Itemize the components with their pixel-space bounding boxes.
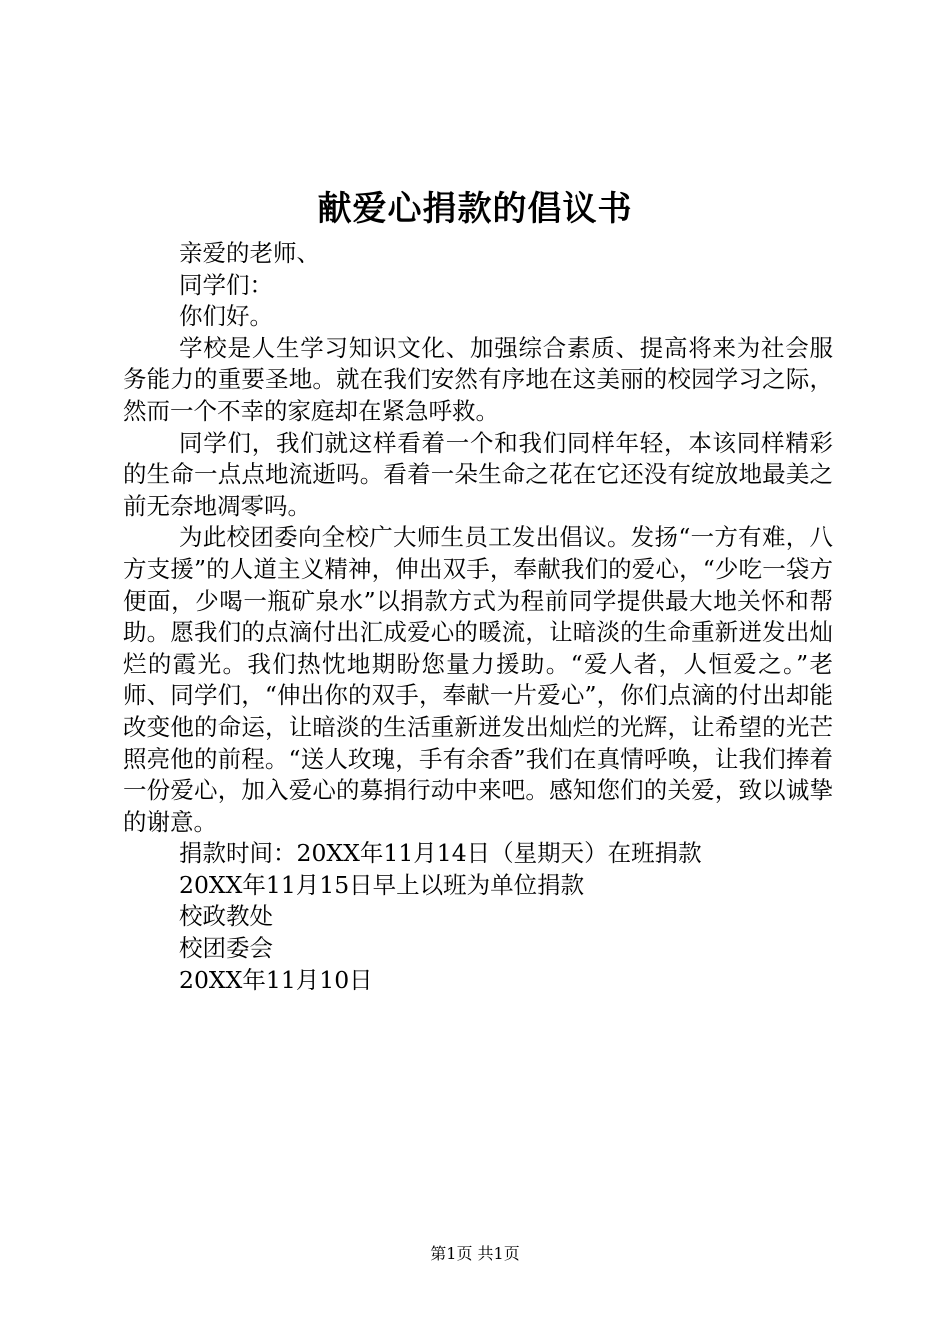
donation-time-line-2: 20XX年11月15日早上以班为单位捐款 (179, 870, 585, 899)
document-date: 20XX年11月10日 (179, 965, 373, 994)
greeting-line-2: 同学们： (179, 270, 273, 299)
greeting-line-3: 你们好。 (179, 302, 273, 331)
document-body (123, 238, 833, 996)
signer-line-1: 校政教处 (179, 902, 273, 931)
document-title: 献爱心捐款的倡议书 (317, 189, 633, 229)
page-footer: 第1页 共1页 (430, 1244, 520, 1263)
paragraph-3: 为此校团委向全校广大师生员工发出倡议。发扬“一方有难，八方支援”的人道主义精神，伸出双手，奉献我们的爱心，“少吃一袋方便面，少喝一瓶矿泉水”以捐款方式为程前同学提供最大地关怀和帮助。愿我们的点滴付出汇成爱心的暖流，让暗淡的生命重新迸发出灿烂的霞光。我们热忱地期盼您量力援助。“爱人者，人恒爱之。”老师、同学们，“伸出你的双手，奉献一片爱心”，你们点滴的付出却能改变他的命运，让暗淡的生活重新迸发出灿烂的光辉，让希望的光芒照亮他的前程。“送人玫瑰，手有余香”我们在真情呼唤，让我们捧着一份爱心，加入爱心的募捐行动中来吧。感知您们的关爱，致以诚挚的谢意。 (123, 523, 833, 836)
donation-time-line-1: 捐款时间：20XX年11月14日（星期天）在班捐款 (179, 839, 702, 868)
greeting-line-1: 亲爱的老师、 (179, 239, 320, 267)
signer-line-2: 校团委会 (179, 934, 273, 963)
paragraph-1: 学校是人生学习知识文化、加强综合素质、提高将来为社会服务能力的重要圣地。就在我们安然有序地在这美丽的校园学习之际，然而一个不幸的家庭却在紧急呼救。 (123, 333, 833, 425)
paragraph-2: 同学们，我们就这样看着一个和我们同样年轻，本该同样精彩的生命一点点地流逝吗。看着一朵生命之花在它还没有绽放地最美之前无奈地凋零吗。 (123, 428, 833, 520)
